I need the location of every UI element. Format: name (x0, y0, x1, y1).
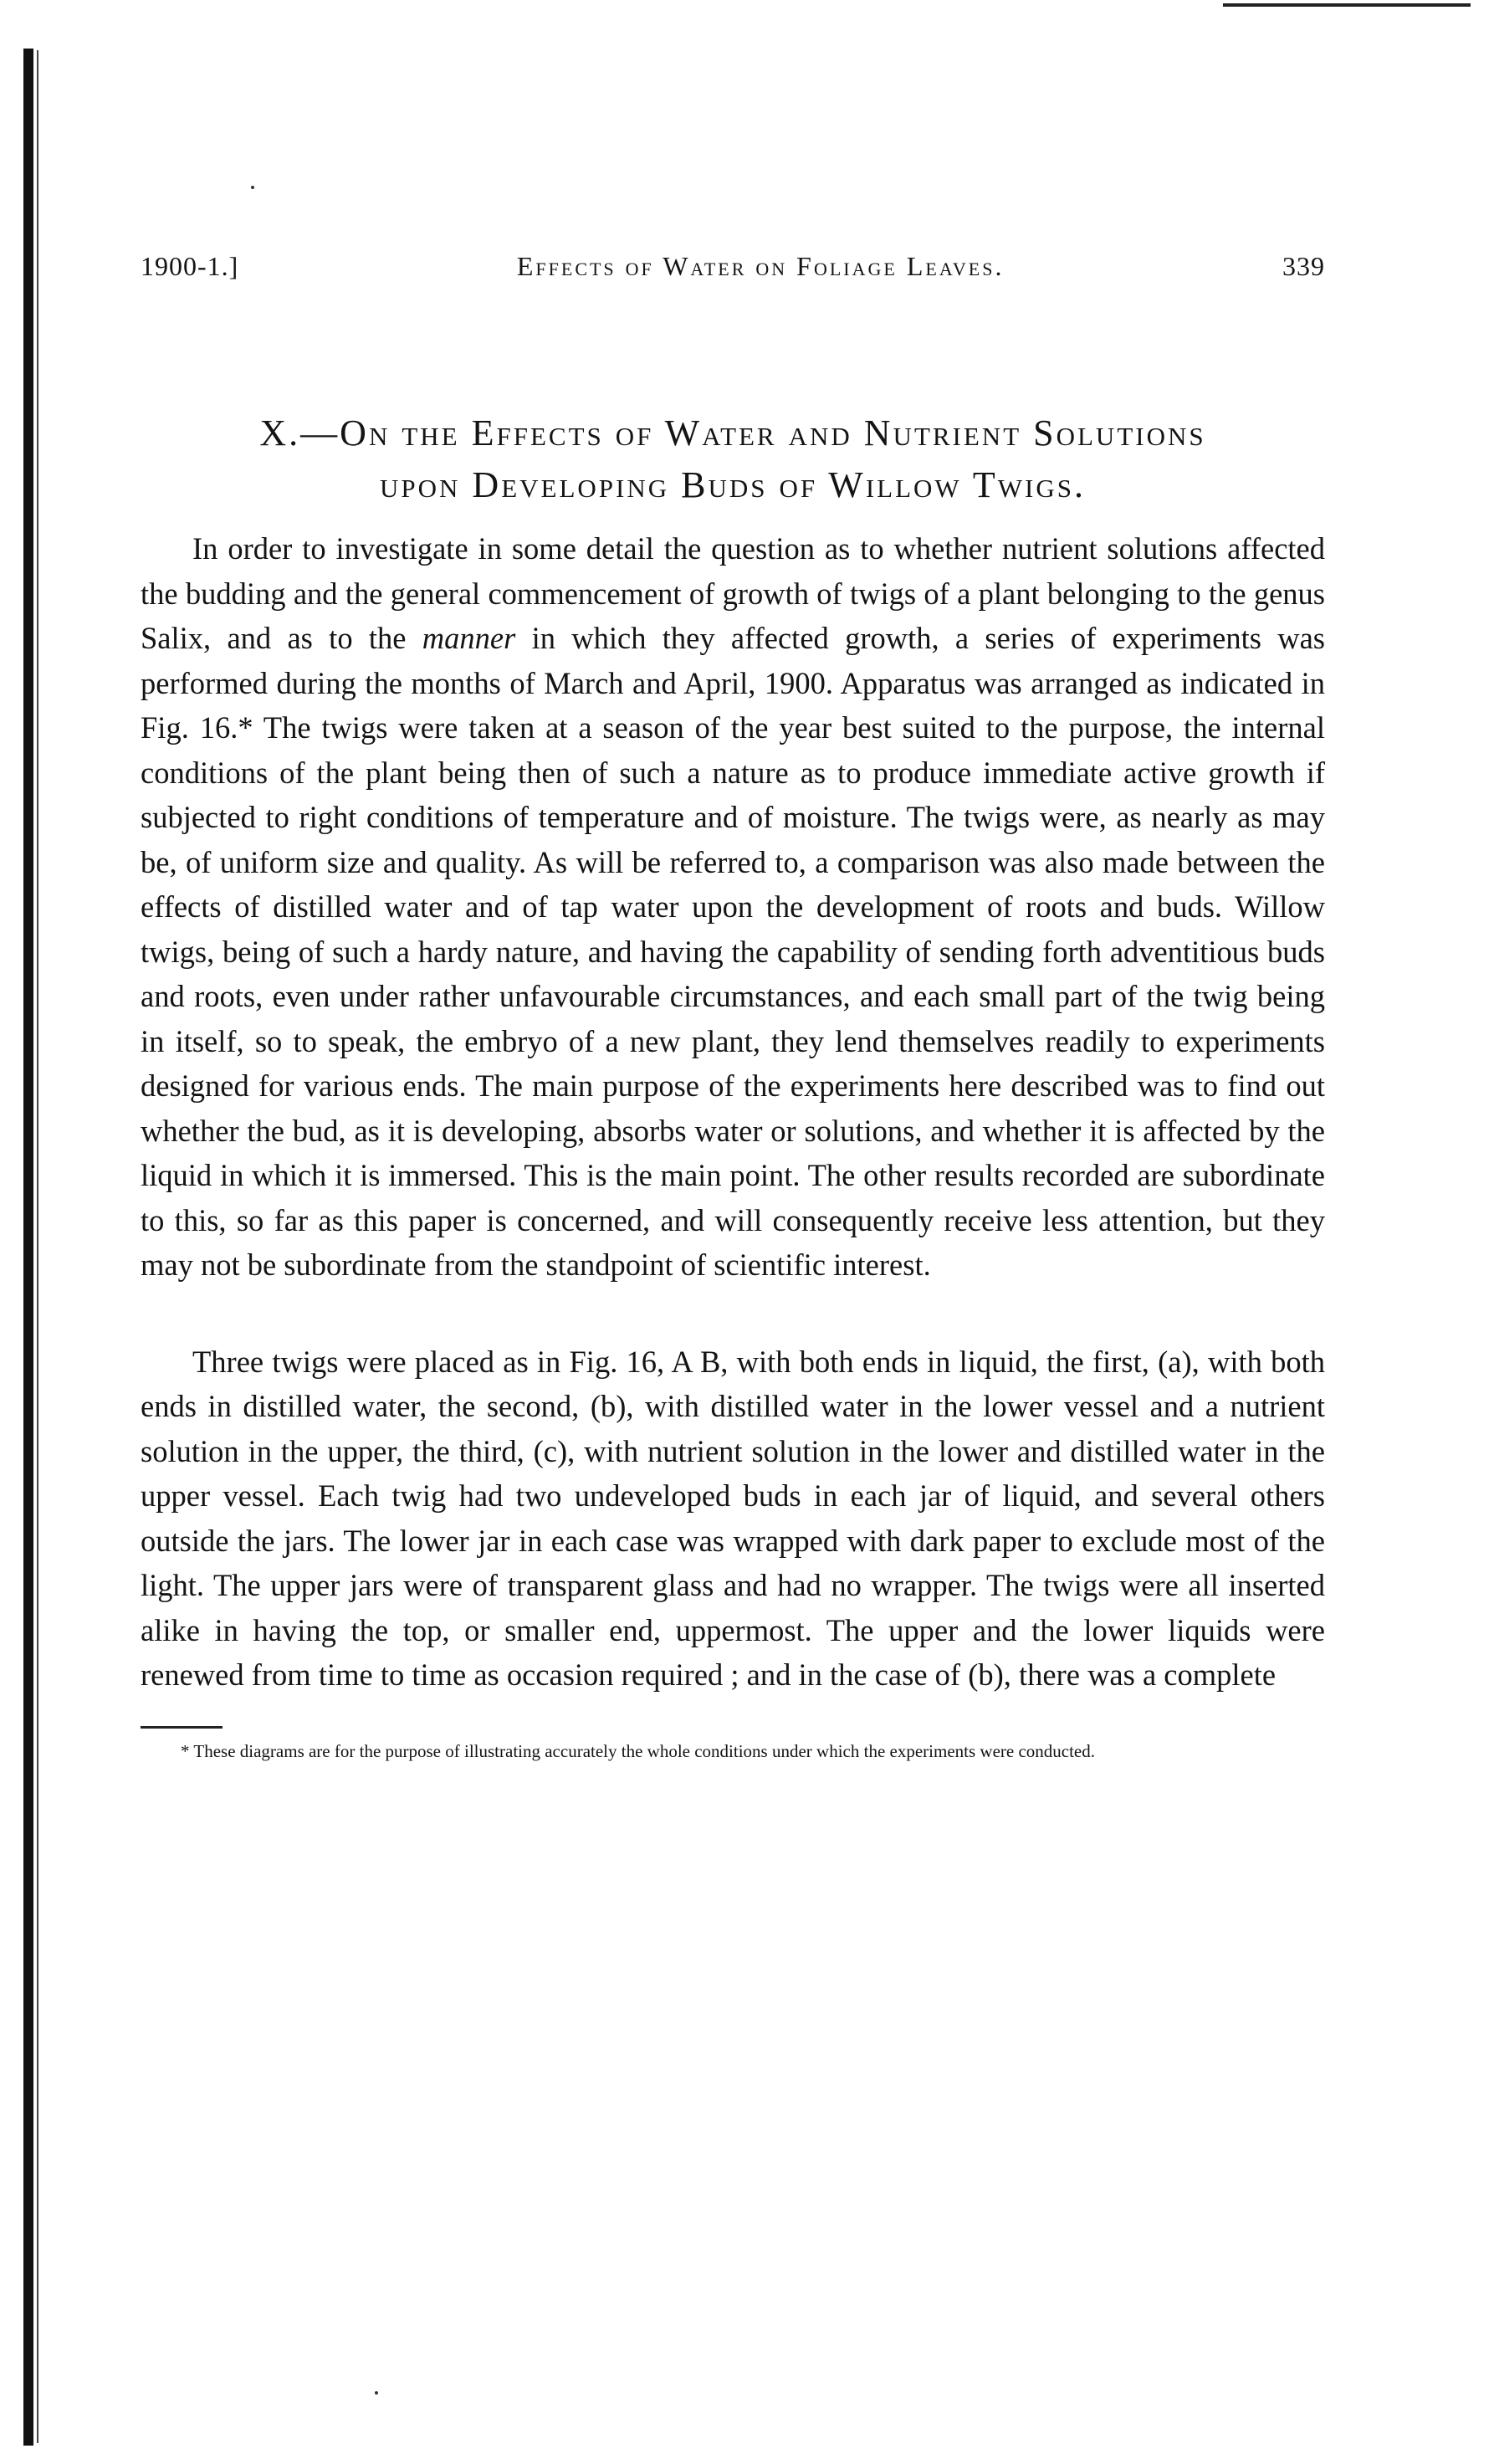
document-page (141, 251, 1325, 1783)
running-header (141, 251, 1325, 282)
header-title: Effects of Water on Foliage Leaves. (516, 251, 1005, 281)
article-title-line-2: upon Developing Buds of Willow Twigs. (380, 464, 1086, 505)
scan-speck (251, 186, 254, 189)
paragraph-1-text-b: in which they affected growth, a series of experiments was performed during the months of March and April, 1900. Apparatus was arranged as indicated in Fig. 16.* The twigs were taken at a season of the year best suited to the purpose, the internal conditions of the plant being then of such a nature as to produce immediate active growth if subjected to right conditions of temperature and of moisture. The twigs were, as nearly as may be, of uniform size and quality. As will be referred to, a comparison was also made between the effects of distilled water and of tap water upon the development of roots and buds. Willow twigs, being of such a hardy nature, and having the capability of sending forth adventitious buds and roots, even under rather unfavourable circumstances, and each small part of the twig being in itself, so to speak, the embryo of a new plant, they lend themselves readily to experiments designed for various ends. The main purpose of the experiments here described was to find out whether the bud, as it is developing, absorbs water or solutions, and whether it is affected by the liquid in which it is immersed. This is the main point. The other results recorded are subordinate to this, so far as this paper is concerned, and will consequently receive less attention, but they may not be subordinate from the standpoint of scientific interest. (141, 621, 1325, 1282)
header-date: 1900-1.] (141, 251, 239, 281)
paragraph-1-emphasis: manner (422, 621, 516, 655)
scan-top-edge (1223, 3, 1471, 7)
article-title (141, 407, 1325, 511)
scan-speck (375, 2391, 378, 2395)
body-paragraph-2: Three twigs were placed as in Fig. 16, A B, with both ends in liquid, the first, (a), with both ends in distilled water, the second, (b), with distilled water in the lower vessel and a nutrient solution in the upper, the third, (c), with nutrient solution in the lower and distilled water in the upper vessel. Each twig had two undeveloped buds in each jar of liquid, and several others outside the jars. The lower jar in each case was wrapped with dark paper to exclude most of the light. The upper jars were of transparent glass and had no wrapper. The twigs were all inserted alike in having the top, or smaller end, uppermost. The upper and the lower liquids were renewed from time to time as occasion required ; and in the case of (b), there was a complete (141, 1344, 1325, 1692)
paragraph-1-text-a: In order to investigate in some detail the question as to whether nutrient solutions affected the budding and the general commencement of growth of twigs of a plant belonging to the genus Salix, and as to the (141, 531, 1325, 655)
page-number: 339 (1282, 251, 1325, 281)
article-title-line-1: X.—On the Effects of Water and Nutrient Solutions (259, 412, 1206, 453)
footnote-divider (141, 1726, 223, 1729)
scan-binding-edge (23, 49, 33, 2446)
footnote: * These diagrams are for the purpose of illustrating accurately the whole conditions under which the experiments were conducted. (181, 1740, 1095, 1761)
body-paragraph-1 (141, 526, 1325, 1288)
scan-binding-edge-inner (37, 50, 38, 2443)
